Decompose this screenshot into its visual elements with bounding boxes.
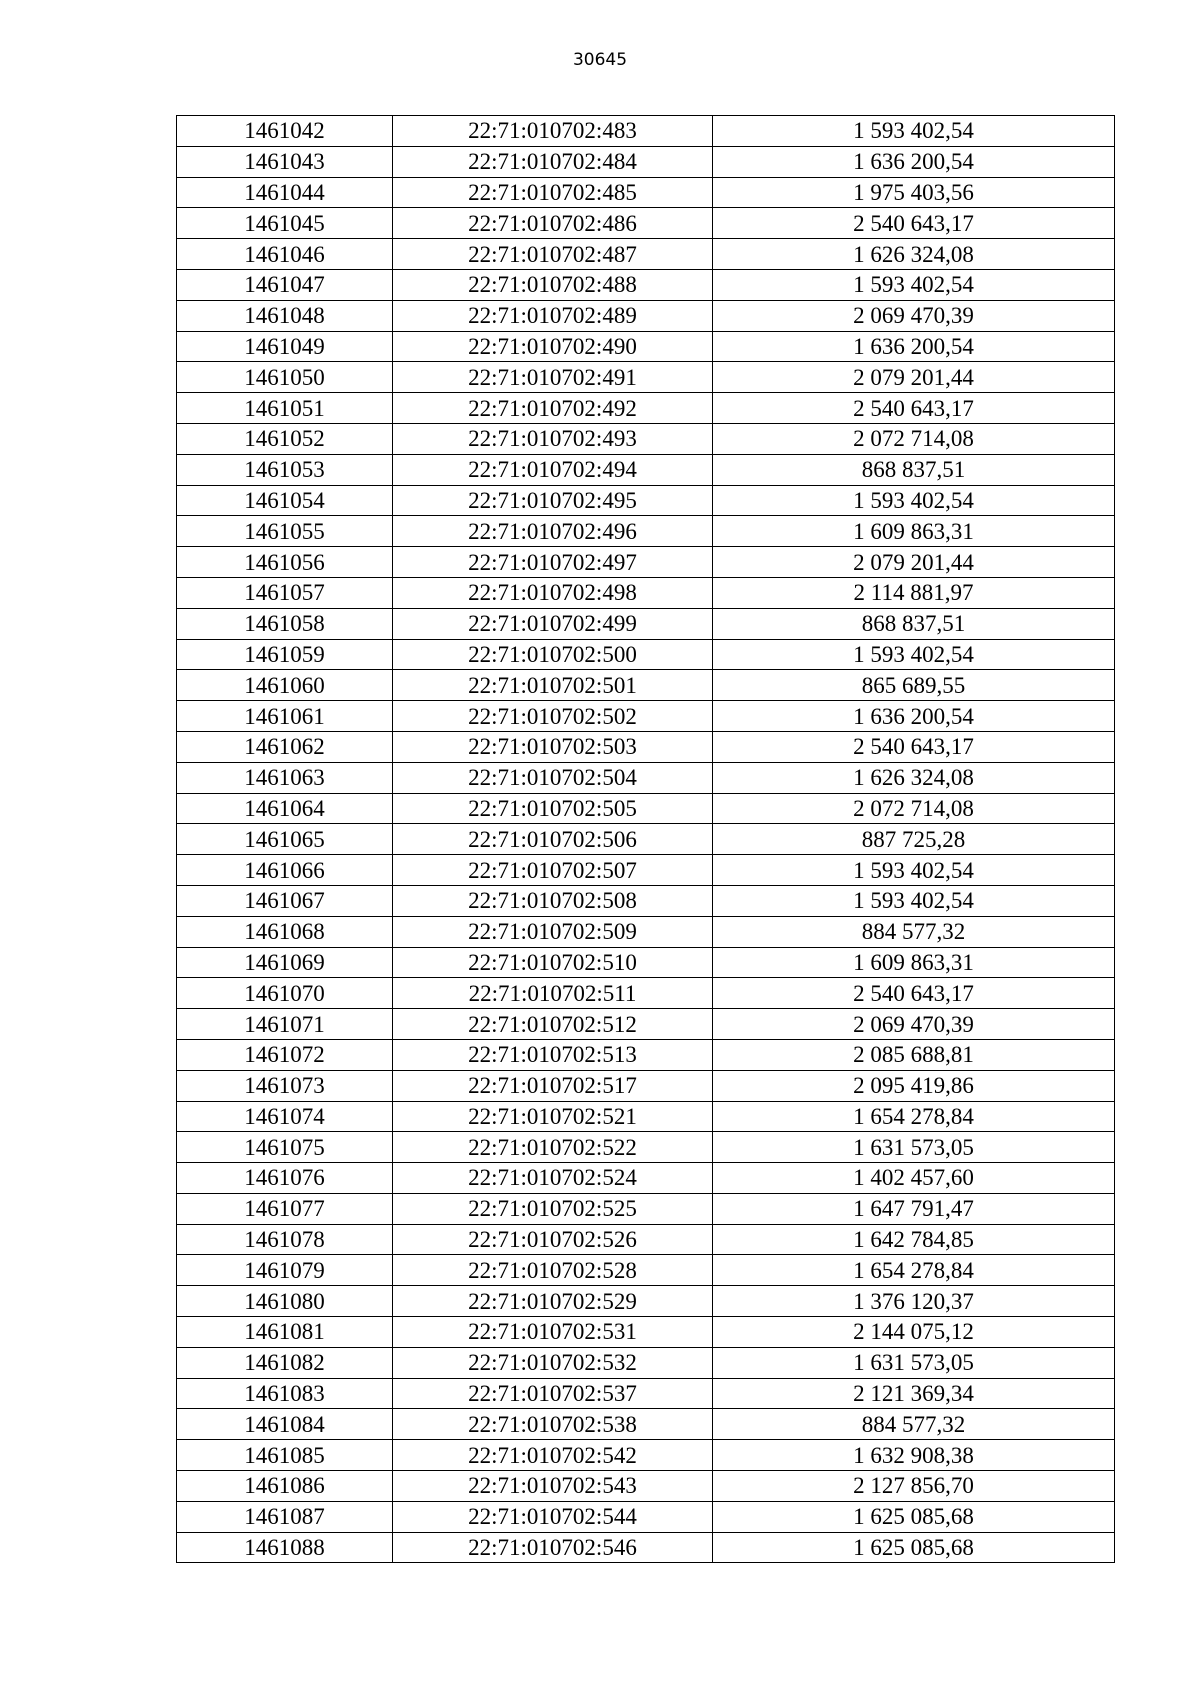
row-number-cell: 1461069 xyxy=(177,947,393,978)
cadastral-value-cell: 2 095 419,86 xyxy=(713,1070,1115,1101)
cadastral-value-cell: 1 636 200,54 xyxy=(713,146,1115,177)
table-row xyxy=(177,793,1115,824)
cadastral-value-cell: 1 609 863,31 xyxy=(713,947,1115,978)
row-number-cell: 1461048 xyxy=(177,300,393,331)
cadastral-value-cell: 2 085 688,81 xyxy=(713,1039,1115,1070)
row-number-cell: 1461054 xyxy=(177,485,393,516)
table-row xyxy=(177,1440,1115,1471)
row-number-cell: 1461068 xyxy=(177,916,393,947)
cadastral-value-cell: 1 626 324,08 xyxy=(713,239,1115,270)
table-row xyxy=(177,731,1115,762)
row-number-cell: 1461072 xyxy=(177,1039,393,1070)
table-row xyxy=(177,485,1115,516)
row-number-cell: 1461079 xyxy=(177,1255,393,1286)
table-row xyxy=(177,547,1115,578)
table-row xyxy=(177,1501,1115,1532)
row-number-cell: 1461088 xyxy=(177,1532,393,1563)
row-number-cell: 1461057 xyxy=(177,577,393,608)
row-number-cell: 1461075 xyxy=(177,1132,393,1163)
cadastral-value-cell: 1 636 200,54 xyxy=(713,701,1115,732)
cadastral-number-cell: 22:71:010702:500 xyxy=(393,639,713,670)
cadastral-value-cell: 1 593 402,54 xyxy=(713,269,1115,300)
table-row xyxy=(177,1193,1115,1224)
table-row xyxy=(177,1347,1115,1378)
cadastral-number-cell: 22:71:010702:511 xyxy=(393,978,713,1009)
table-row xyxy=(177,916,1115,947)
cadastral-number-cell: 22:71:010702:499 xyxy=(393,608,713,639)
cadastral-value-cell: 1 636 200,54 xyxy=(713,331,1115,362)
cadastral-value-cell: 1 632 908,38 xyxy=(713,1440,1115,1471)
cadastral-value-cell: 1 376 120,37 xyxy=(713,1286,1115,1317)
table-row xyxy=(177,1471,1115,1502)
cadastral-number-cell: 22:71:010702:531 xyxy=(393,1317,713,1348)
cadastral-value-cell: 2 069 470,39 xyxy=(713,300,1115,331)
table-row xyxy=(177,331,1115,362)
row-number-cell: 1461065 xyxy=(177,824,393,855)
cadastral-value-cell: 1 626 324,08 xyxy=(713,762,1115,793)
table-row xyxy=(177,1286,1115,1317)
cadastral-number-cell: 22:71:010702:525 xyxy=(393,1193,713,1224)
cadastral-number-cell: 22:71:010702:546 xyxy=(393,1532,713,1563)
row-number-cell: 1461071 xyxy=(177,1009,393,1040)
cadastral-number-cell: 22:71:010702:521 xyxy=(393,1101,713,1132)
cadastral-value-cell: 2 072 714,08 xyxy=(713,793,1115,824)
cadastral-value-cell: 868 837,51 xyxy=(713,454,1115,485)
cadastral-number-cell: 22:71:010702:491 xyxy=(393,362,713,393)
cadastral-number-cell: 22:71:010702:490 xyxy=(393,331,713,362)
cadastral-value-cell: 2 540 643,17 xyxy=(713,393,1115,424)
table-row xyxy=(177,762,1115,793)
cadastral-number-cell: 22:71:010702:505 xyxy=(393,793,713,824)
cadastral-value-cell: 1 654 278,84 xyxy=(713,1255,1115,1286)
cadastral-value-cell: 1 642 784,85 xyxy=(713,1224,1115,1255)
cadastral-value-cell: 2 069 470,39 xyxy=(713,1009,1115,1040)
row-number-cell: 1461085 xyxy=(177,1440,393,1471)
cadastral-value-cell: 1 625 085,68 xyxy=(713,1501,1115,1532)
cadastral-number-cell: 22:71:010702:513 xyxy=(393,1039,713,1070)
row-number-cell: 1461082 xyxy=(177,1347,393,1378)
table-row xyxy=(177,639,1115,670)
table-row xyxy=(177,608,1115,639)
cadastral-number-cell: 22:71:010702:538 xyxy=(393,1409,713,1440)
cadastral-number-cell: 22:71:010702:484 xyxy=(393,146,713,177)
cadastral-value-cell: 2 127 856,70 xyxy=(713,1471,1115,1502)
cadastral-value-cell: 1 654 278,84 xyxy=(713,1101,1115,1132)
row-number-cell: 1461074 xyxy=(177,1101,393,1132)
cadastral-number-cell: 22:71:010702:509 xyxy=(393,916,713,947)
cadastral-number-cell: 22:71:010702:512 xyxy=(393,1009,713,1040)
cadastral-number-cell: 22:71:010702:487 xyxy=(393,239,713,270)
cadastral-value-cell: 2 121 369,34 xyxy=(713,1378,1115,1409)
table-row xyxy=(177,947,1115,978)
cadastral-number-cell: 22:71:010702:517 xyxy=(393,1070,713,1101)
cadastral-number-cell: 22:71:010702:537 xyxy=(393,1378,713,1409)
table-row xyxy=(177,1132,1115,1163)
cadastral-number-cell: 22:71:010702:495 xyxy=(393,485,713,516)
cadastral-value-cell: 1 593 402,54 xyxy=(713,885,1115,916)
cadastral-value-cell: 884 577,32 xyxy=(713,1409,1115,1440)
cadastral-value-cell: 1 593 402,54 xyxy=(713,485,1115,516)
cadastral-number-cell: 22:71:010702:489 xyxy=(393,300,713,331)
row-number-cell: 1461042 xyxy=(177,116,393,147)
table-row xyxy=(177,577,1115,608)
table-row xyxy=(177,670,1115,701)
cadastral-value-cell: 1 593 402,54 xyxy=(713,639,1115,670)
table-row xyxy=(177,1255,1115,1286)
cadastral-value-cell: 865 689,55 xyxy=(713,670,1115,701)
cadastral-number-cell: 22:71:010702:542 xyxy=(393,1440,713,1471)
cadastral-value-cell: 2 114 881,97 xyxy=(713,577,1115,608)
row-number-cell: 1461055 xyxy=(177,516,393,547)
row-number-cell: 1461064 xyxy=(177,793,393,824)
cadastral-number-cell: 22:71:010702:529 xyxy=(393,1286,713,1317)
cadastral-number-cell: 22:71:010702:483 xyxy=(393,116,713,147)
cadastral-value-cell: 2 072 714,08 xyxy=(713,423,1115,454)
cadastral-number-cell: 22:71:010702:543 xyxy=(393,1471,713,1502)
row-number-cell: 1461058 xyxy=(177,608,393,639)
cadastral-number-cell: 22:71:010702:492 xyxy=(393,393,713,424)
table-row xyxy=(177,454,1115,485)
cadastral-value-cell: 2 079 201,44 xyxy=(713,547,1115,578)
row-number-cell: 1461070 xyxy=(177,978,393,1009)
table-row xyxy=(177,1224,1115,1255)
row-number-cell: 1461067 xyxy=(177,885,393,916)
cadastral-value-cell: 1 631 573,05 xyxy=(713,1132,1115,1163)
table-row xyxy=(177,1532,1115,1563)
cadastral-number-cell: 22:71:010702:502 xyxy=(393,701,713,732)
row-number-cell: 1461046 xyxy=(177,239,393,270)
table-row xyxy=(177,362,1115,393)
cadastral-number-cell: 22:71:010702:498 xyxy=(393,577,713,608)
cadastral-value-cell: 1 609 863,31 xyxy=(713,516,1115,547)
cadastral-number-cell: 22:71:010702:503 xyxy=(393,731,713,762)
cadastral-number-cell: 22:71:010702:501 xyxy=(393,670,713,701)
row-number-cell: 1461076 xyxy=(177,1163,393,1194)
table-row xyxy=(177,300,1115,331)
cadastral-value-cell: 2 144 075,12 xyxy=(713,1317,1115,1348)
row-number-cell: 1461049 xyxy=(177,331,393,362)
cadastral-number-cell: 22:71:010702:508 xyxy=(393,885,713,916)
row-number-cell: 1461087 xyxy=(177,1501,393,1532)
cadastral-number-cell: 22:71:010702:493 xyxy=(393,423,713,454)
table-row xyxy=(177,701,1115,732)
row-number-cell: 1461084 xyxy=(177,1409,393,1440)
cadastral-number-cell: 22:71:010702:544 xyxy=(393,1501,713,1532)
table-row xyxy=(177,885,1115,916)
table-row xyxy=(177,146,1115,177)
cadastral-value-cell: 1 647 791,47 xyxy=(713,1193,1115,1224)
table-row xyxy=(177,208,1115,239)
cadastral-number-cell: 22:71:010702:528 xyxy=(393,1255,713,1286)
table-row xyxy=(177,423,1115,454)
row-number-cell: 1461059 xyxy=(177,639,393,670)
cadastral-value-cell: 1 975 403,56 xyxy=(713,177,1115,208)
row-number-cell: 1461051 xyxy=(177,393,393,424)
cadastral-value-cell: 884 577,32 xyxy=(713,916,1115,947)
table-row xyxy=(177,269,1115,300)
table-row xyxy=(177,516,1115,547)
row-number-cell: 1461053 xyxy=(177,454,393,485)
row-number-cell: 1461073 xyxy=(177,1070,393,1101)
table-row xyxy=(177,1101,1115,1132)
row-number-cell: 1461081 xyxy=(177,1317,393,1348)
cadastral-number-cell: 22:71:010702:524 xyxy=(393,1163,713,1194)
table-row xyxy=(177,1039,1115,1070)
row-number-cell: 1461083 xyxy=(177,1378,393,1409)
table-row xyxy=(177,1070,1115,1101)
row-number-cell: 1461086 xyxy=(177,1471,393,1502)
cadastral-number-cell: 22:71:010702:486 xyxy=(393,208,713,239)
table-row xyxy=(177,855,1115,886)
cadastral-number-cell: 22:71:010702:510 xyxy=(393,947,713,978)
cadastral-value-cell: 887 725,28 xyxy=(713,824,1115,855)
row-number-cell: 1461045 xyxy=(177,208,393,239)
row-number-cell: 1461077 xyxy=(177,1193,393,1224)
cadastral-value-cell: 2 540 643,17 xyxy=(713,731,1115,762)
page-number: 30645 xyxy=(572,50,628,70)
cadastral-value-cell: 868 837,51 xyxy=(713,608,1115,639)
row-number-cell: 1461043 xyxy=(177,146,393,177)
table-row xyxy=(177,116,1115,147)
table-row xyxy=(177,1163,1115,1194)
cadastral-value-cell: 1 631 573,05 xyxy=(713,1347,1115,1378)
cadastral-number-cell: 22:71:010702:485 xyxy=(393,177,713,208)
row-number-cell: 1461050 xyxy=(177,362,393,393)
cadastral-number-cell: 22:71:010702:496 xyxy=(393,516,713,547)
table-row xyxy=(177,1409,1115,1440)
table-row xyxy=(177,1317,1115,1348)
cadastral-value-cell: 2 540 643,17 xyxy=(713,208,1115,239)
row-number-cell: 1461044 xyxy=(177,177,393,208)
cadastral-number-cell: 22:71:010702:532 xyxy=(393,1347,713,1378)
table-row xyxy=(177,239,1115,270)
cadastral-number-cell: 22:71:010702:506 xyxy=(393,824,713,855)
cadastral-value-cell: 1 625 085,68 xyxy=(713,1532,1115,1563)
table-body xyxy=(177,116,1115,1563)
cadastral-number-cell: 22:71:010702:507 xyxy=(393,855,713,886)
cadastral-number-cell: 22:71:010702:497 xyxy=(393,547,713,578)
row-number-cell: 1461052 xyxy=(177,423,393,454)
row-number-cell: 1461062 xyxy=(177,731,393,762)
cadastral-value-cell: 1 593 402,54 xyxy=(713,855,1115,886)
cadastral-value-table xyxy=(176,115,1115,1563)
cadastral-value-cell: 1 402 457,60 xyxy=(713,1163,1115,1194)
row-number-cell: 1461047 xyxy=(177,269,393,300)
cadastral-number-cell: 22:71:010702:504 xyxy=(393,762,713,793)
cadastral-value-cell: 2 079 201,44 xyxy=(713,362,1115,393)
table-row xyxy=(177,824,1115,855)
table-row xyxy=(177,393,1115,424)
table-row xyxy=(177,1378,1115,1409)
row-number-cell: 1461061 xyxy=(177,701,393,732)
cadastral-value-cell: 2 540 643,17 xyxy=(713,978,1115,1009)
cadastral-number-cell: 22:71:010702:488 xyxy=(393,269,713,300)
row-number-cell: 1461060 xyxy=(177,670,393,701)
cadastral-value-cell: 1 593 402,54 xyxy=(713,116,1115,147)
cadastral-number-cell: 22:71:010702:494 xyxy=(393,454,713,485)
table-row xyxy=(177,177,1115,208)
table-row xyxy=(177,978,1115,1009)
row-number-cell: 1461063 xyxy=(177,762,393,793)
cadastral-number-cell: 22:71:010702:522 xyxy=(393,1132,713,1163)
table-row xyxy=(177,1009,1115,1040)
row-number-cell: 1461080 xyxy=(177,1286,393,1317)
row-number-cell: 1461056 xyxy=(177,547,393,578)
row-number-cell: 1461066 xyxy=(177,855,393,886)
cadastral-number-cell: 22:71:010702:526 xyxy=(393,1224,713,1255)
row-number-cell: 1461078 xyxy=(177,1224,393,1255)
